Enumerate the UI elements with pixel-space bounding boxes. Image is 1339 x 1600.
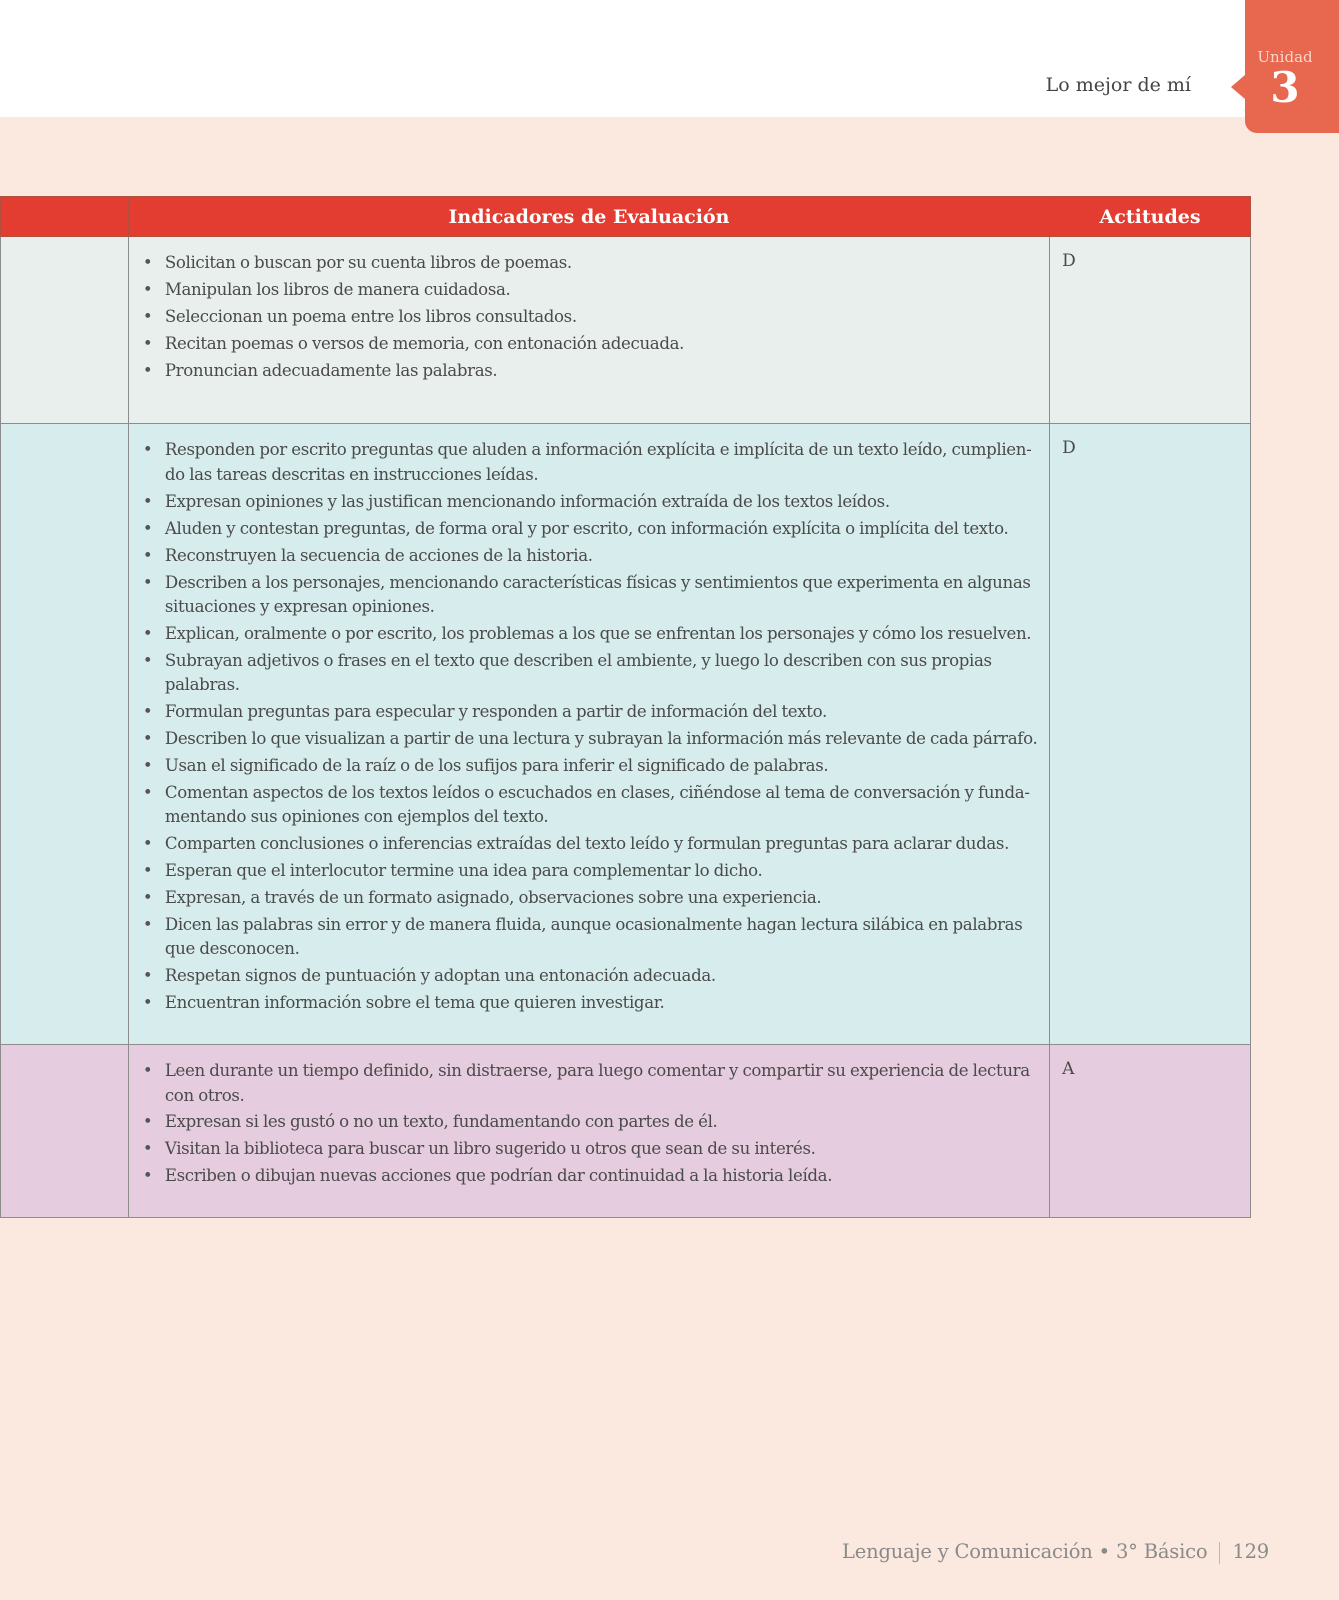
unit-label: Unidad xyxy=(1257,48,1313,66)
list-item: • Encuentran información sobre el tema que quieren investigar. xyxy=(141,991,1039,1016)
chapter-title: Lo mejor de mí xyxy=(1045,74,1191,96)
list-item: • Comentan aspectos de los textos leídos o escuchados en clases, ciñéndose al tema de conversación y funda-mentando sus opiniones con ejemplos del texto. xyxy=(141,781,1039,830)
table-header-row xyxy=(1,197,1251,237)
list-item: • Visitan la biblioteca para buscar un libro sugerido u otros que sean de su interés. xyxy=(141,1137,1039,1162)
table-cell-blank xyxy=(1,424,129,1045)
list-item: • Expresan si les gustó o no un texto, fundamentando con partes de él. xyxy=(141,1110,1039,1135)
indicators-cell xyxy=(128,237,1049,424)
list-item: • Leen durante un tiempo definido, sin distraerse, para luego comentar y compartir su experiencia de lectura con otros. xyxy=(141,1059,1039,1108)
column-header-blank xyxy=(1,197,129,237)
list-item: • Recitan poemas o versos de memoria, con entonación adecuada. xyxy=(141,332,1039,357)
table-row xyxy=(1,424,1251,1045)
list-item: • Formulan preguntas para especular y responden a partir de información del texto. xyxy=(141,700,1039,725)
list-item: • Expresan opiniones y las justifican mencionando información extraída de los textos leídos. xyxy=(141,490,1039,515)
table-row xyxy=(1,1045,1251,1218)
footer-book-title: Lenguaje y Comunicación • 3° Básico xyxy=(842,1540,1208,1563)
list-item: • Respetan signos de puntuación y adoptan una entonación adecuada. xyxy=(141,964,1039,989)
list-item: • Manipulan los libros de manera cuidadosa. xyxy=(141,278,1039,303)
attitude-cell: D xyxy=(1050,237,1251,424)
table-row xyxy=(1,237,1251,424)
list-item: • Esperan que el interlocutor termine una idea para complementar lo dicho. xyxy=(141,859,1039,884)
indicators-cell xyxy=(128,1045,1049,1218)
list-item: • Subrayan adjetivos o frases en el texto que describen el ambiente, y luego lo describen con sus propias palabras. xyxy=(141,649,1039,698)
unit-tab xyxy=(1245,0,1339,133)
list-item: • Usan el significado de la raíz o de los sufijos para inferir el significado de palabras. xyxy=(141,754,1039,779)
list-item: • Describen a los personajes, mencionando características físicas y sentimientos que experimenta en algunas situaciones y expresan opiniones. xyxy=(141,571,1039,620)
list-item: • Expresan, a través de un formato asignado, observaciones sobre una experiencia. xyxy=(141,886,1039,911)
attitude-cell: D xyxy=(1050,424,1251,1045)
indicator-list xyxy=(141,1059,1039,1189)
page-footer xyxy=(842,1540,1269,1564)
list-item: • Comparten conclusiones o inferencias extraídas del texto leído y formulan preguntas para aclarar dudas. xyxy=(141,832,1039,857)
page-number: 129 xyxy=(1232,1540,1269,1563)
list-item: • Solicitan o buscan por su cuenta libros de poemas. xyxy=(141,251,1039,276)
indicator-list xyxy=(141,438,1039,1015)
list-item: • Pronuncian adecuadamente las palabras. xyxy=(141,359,1039,384)
indicators-cell xyxy=(128,424,1049,1045)
table-cell-blank xyxy=(1,1045,129,1218)
unit-number: 3 xyxy=(1270,63,1300,112)
footer-divider xyxy=(1219,1542,1220,1564)
list-item: • Reconstruyen la secuencia de acciones de la historia. xyxy=(141,544,1039,569)
list-item: • Responden por escrito preguntas que aluden a información explícita e implícita de un texto leído, cumplien-do las tareas descritas en instrucciones leídas. xyxy=(141,438,1039,487)
list-item: • Describen lo que visualizan a partir de una lectura y subrayan la información más relevante de cada párrafo. xyxy=(141,727,1039,752)
column-header-indicators: Indicadores de Evaluación xyxy=(128,197,1049,237)
list-item: • Dicen las palabras sin error y de manera fluida, aunque ocasionalmente hagan lectura silábica en palabras que desconocen. xyxy=(141,913,1039,962)
attitude-cell: A xyxy=(1050,1045,1251,1218)
list-item: • Seleccionan un poema entre los libros consultados. xyxy=(141,305,1039,330)
table-cell-blank xyxy=(1,237,129,424)
evaluation-table xyxy=(0,196,1251,1218)
column-header-attitudes: Actitudes xyxy=(1050,197,1251,237)
list-item: • Explican, oralmente o por escrito, los problemas a los que se enfrentan los personajes y cómo los resuelven. xyxy=(141,622,1039,647)
list-item: • Aluden y contestan preguntas, de forma oral y por escrito, con información explícita o implícita del texto. xyxy=(141,517,1039,542)
indicator-list xyxy=(141,251,1039,383)
header-band xyxy=(0,0,1339,117)
list-item: • Escriben o dibujan nuevas acciones que podrían dar continuidad a la historia leída. xyxy=(141,1164,1039,1189)
